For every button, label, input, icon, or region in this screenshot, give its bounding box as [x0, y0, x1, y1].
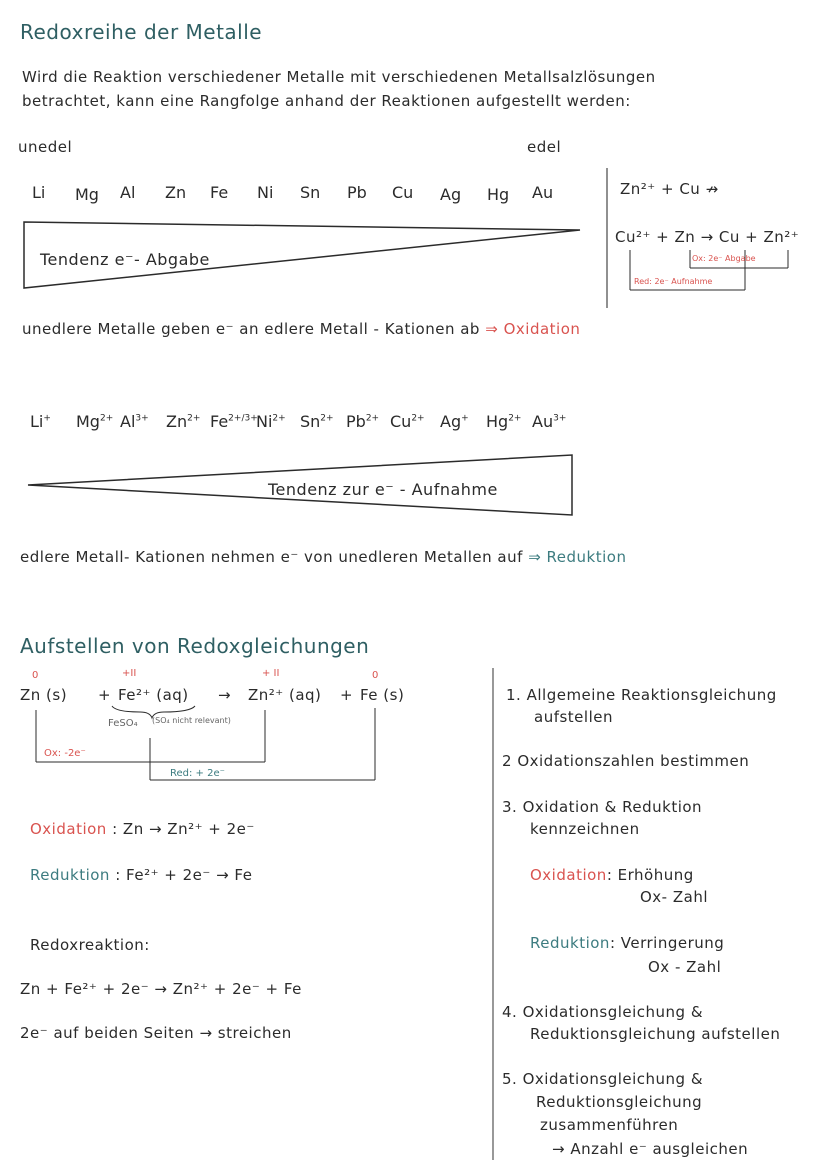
intro-line1: Wird die Reaktion verschiedener Metalle mit verschiedenen Metallsalzlösungen — [22, 68, 656, 86]
ox-num-zn: 0 — [32, 670, 39, 681]
metal-fe: Fe — [210, 183, 229, 202]
summary1-arrow: ⇒ — [485, 320, 499, 338]
metal-pb: Pb — [347, 183, 367, 202]
ion-mg: $Mg^{2+}$ — [76, 412, 114, 431]
metal-sn: Sn — [300, 183, 321, 202]
ion-li: Li+ — [30, 412, 51, 431]
summary1 — [22, 320, 580, 338]
metal-hg: Hg — [487, 185, 510, 204]
oxidation-eq: : Zn → Zn²⁺ + 2e⁻ — [112, 820, 255, 838]
step1: 1. Allgemeine Reaktionsgleichung — [506, 686, 777, 704]
ion-ni: $Ni^{2+}$ — [256, 412, 286, 431]
metal-al: Al — [120, 183, 136, 202]
label-unedel: unedel — [18, 138, 73, 156]
intro-line2: betrachtet, kann eine Rangfolge anhand der Reaktionen aufgestellt werden: — [22, 92, 631, 110]
redox-eq: Zn + Fe²⁺ + 2e⁻ → Zn²⁺ + 2e⁻ + Fe — [20, 980, 302, 998]
side-eq1: Zn²⁺ + Cu ↛ — [620, 180, 719, 198]
step4: 4. Oxidationsgleichung & — [502, 1003, 704, 1021]
step5: 5. Oxidationsgleichung & — [502, 1070, 704, 1088]
metal-ni: Ni — [257, 183, 274, 202]
ox-label: Ox: -2e⁻ — [44, 748, 86, 759]
ion-pb: $Pb^{2+}$ — [346, 412, 380, 431]
ion-fe: $Fe^{2+/3+}$ — [210, 412, 258, 431]
summary2-arrow: ⇒ — [528, 548, 542, 566]
eq-fe2: Fe (s) — [360, 686, 405, 704]
metal-mg: Mg — [75, 185, 99, 204]
ion-al: $Al^{3+}$ — [120, 412, 149, 431]
red-def2: Ox - Zahl — [648, 958, 722, 976]
eq-zn2: Zn²⁺ (aq) — [248, 686, 322, 704]
eq-plus1: + — [98, 686, 112, 704]
ion-zn: $Zn^{2+}$ — [166, 412, 201, 431]
metal-au: Au — [532, 183, 554, 202]
step5b: Reduktionsgleichung — [536, 1093, 703, 1111]
side-eq2: Cu²⁺ + Zn → Cu + Zn²⁺ — [615, 228, 800, 246]
metal-cu: Cu — [392, 183, 414, 202]
ox-num-fe2: 0 — [372, 670, 379, 681]
metal-ag: Ag — [440, 185, 462, 204]
step5c: zusammenführen — [540, 1116, 679, 1134]
eq-plus2: + — [340, 686, 354, 704]
ox-def: Oxidation: Erhöhung — [530, 866, 694, 884]
ion-sn: $Sn^{2+}$ — [300, 412, 334, 431]
redox-label: Redoxreaktion: — [30, 936, 150, 954]
wedge-aufnahme-label: Tendenz zur e⁻ - Aufnahme — [268, 480, 498, 499]
reduktion-row — [30, 866, 252, 884]
step3: 3. Oxidation & Reduktion — [502, 798, 703, 816]
so4-note: (SO₄ nicht relevant) — [152, 716, 231, 725]
oxidation-row — [30, 820, 255, 838]
step5d: → Anzahl e⁻ ausgleichen — [552, 1140, 749, 1158]
eq-fe: Fe²⁺ (aq) — [118, 686, 189, 704]
ion-cu: $Cu^{2+}$ — [390, 412, 425, 431]
eq-arrow: → — [218, 686, 232, 704]
oxidation-label: Oxidation — [30, 820, 107, 838]
ion-au: $Au^{3+}$ — [532, 412, 567, 431]
summary1-text: unedlere Metalle geben e⁻ an edlere Metall - Kationen ab — [22, 320, 480, 338]
summary2-text: edlere Metall- Kationen nehmen e⁻ von unedleren Metallen auf — [20, 548, 523, 566]
side-ox: Ox: 2e⁻ Abgabe — [692, 254, 756, 263]
reduktion-eq: : Fe²⁺ + 2e⁻ → Fe — [115, 866, 253, 884]
label-edel: edel — [527, 138, 562, 156]
step4b: Reduktionsgleichung aufstellen — [530, 1025, 781, 1043]
section1-title: Redoxreihe der Metalle — [20, 20, 263, 44]
step3b: kennzeichnen — [530, 820, 640, 838]
cancel-note: 2e⁻ auf beiden Seiten → streichen — [20, 1024, 292, 1042]
ion-hg: $Hg^{2+}$ — [486, 412, 522, 431]
metal-zn: Zn — [165, 183, 187, 202]
step1b: aufstellen — [534, 708, 613, 726]
ox-num-zn2: + II — [262, 668, 280, 679]
ox-num-fe: +II — [122, 668, 137, 679]
step2: 2 Oxidationszahlen bestimmen — [502, 752, 750, 770]
section2-title: Aufstellen von Redoxgleichungen — [20, 634, 370, 658]
summary2-result: Reduktion — [546, 548, 627, 566]
summary1-result: Oxidation — [503, 320, 581, 338]
feso4-label: FeSO₄ — [108, 718, 138, 729]
red-def: Reduktion: Verringerung — [530, 934, 725, 952]
red-label: Red: + 2e⁻ — [170, 768, 225, 779]
ion-ag: Ag+ — [440, 412, 469, 431]
eq-zn: Zn (s) — [20, 686, 68, 704]
side-red: Red: 2e⁻ Aufnahme — [634, 277, 713, 286]
wedge-abgabe-label: Tendenz e⁻- Abgabe — [40, 250, 210, 269]
reduktion-label: Reduktion — [30, 866, 110, 884]
summary2 — [20, 548, 626, 566]
metal-li: Li — [32, 183, 46, 202]
ox-def2: Ox- Zahl — [640, 888, 709, 906]
